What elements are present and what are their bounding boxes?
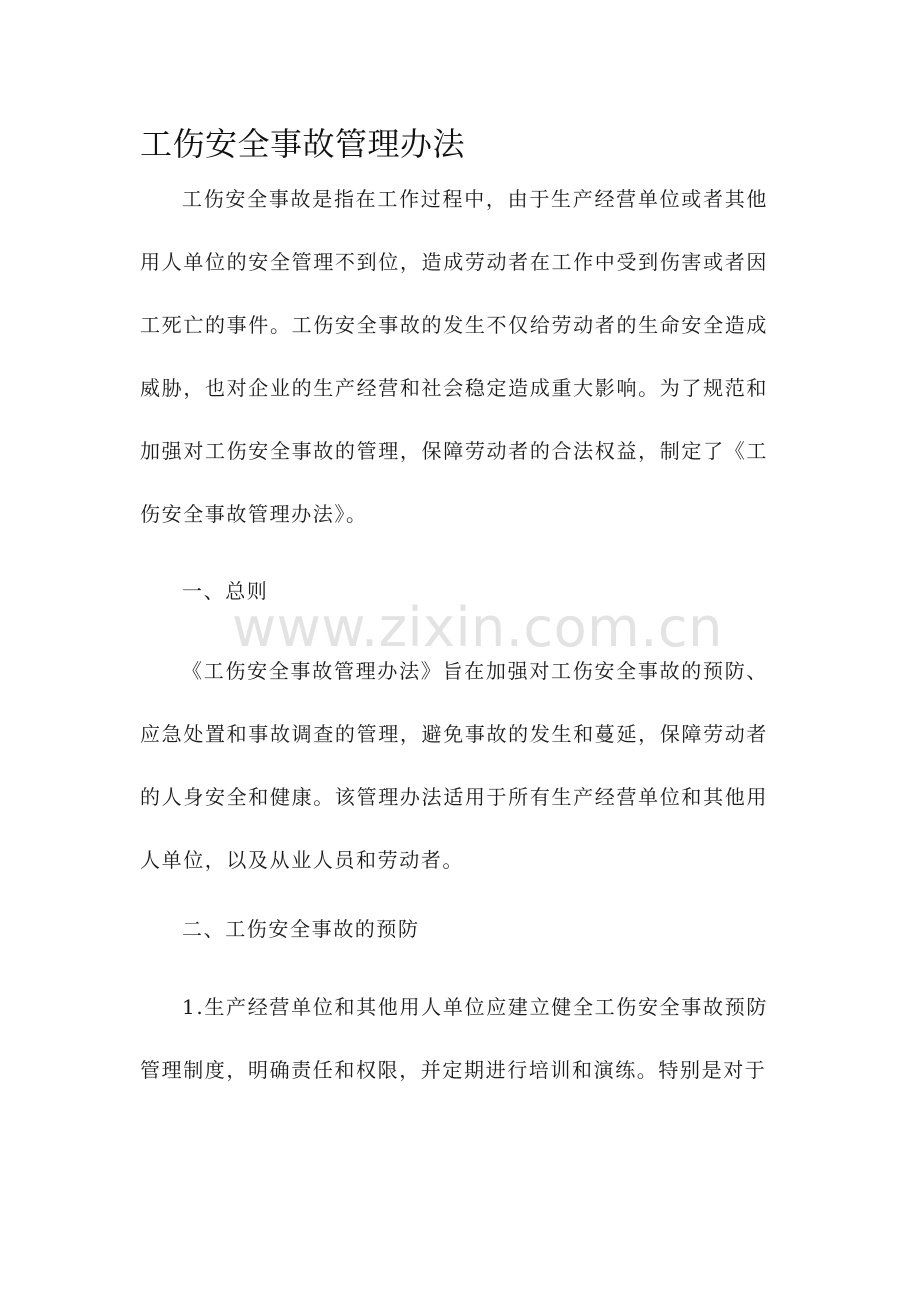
section-heading-prevention: 二、工伤安全事故的预防 [182, 917, 420, 941]
section-heading-general: 一、总则 [182, 579, 269, 603]
document-title: 工伤安全事故管理办法 [140, 125, 466, 163]
prevention-paragraph: 1.生产经营单位和其他用人单位应建立健全工伤安全事故预防管理制度，明确责任和权限，并定期进行培训和演练。特别是对于 [140, 995, 768, 1082]
general-paragraph: 《工伤安全事故管理办法》旨在加强对工伤安全事故的预防、应急处置和事故调查的管理，避免事故的发生和蔓延，保障劳动者的人身安全和健康。该管理办法适用于所有生产经营单位和其他用人单位，以及从业人员和劳动者。 [140, 659, 768, 872]
intro-paragraph: 工伤安全事故是指在工作过程中，由于生产经营单位或者其他用人单位的安全管理不到位，造成劳动者在工作中受到伤害或者因工死亡的事件。工伤安全事故的发生不仅给劳动者的生命安全造成威胁，也对企业的生产经营和社会稳定造成重大影响。为了规范和加强对工伤安全事故的管理，保障劳动者的合法权益，制定了《工伤安全事故管理办法》。 [140, 187, 768, 526]
watermark: www.zixin.com.cn [232, 596, 723, 659]
